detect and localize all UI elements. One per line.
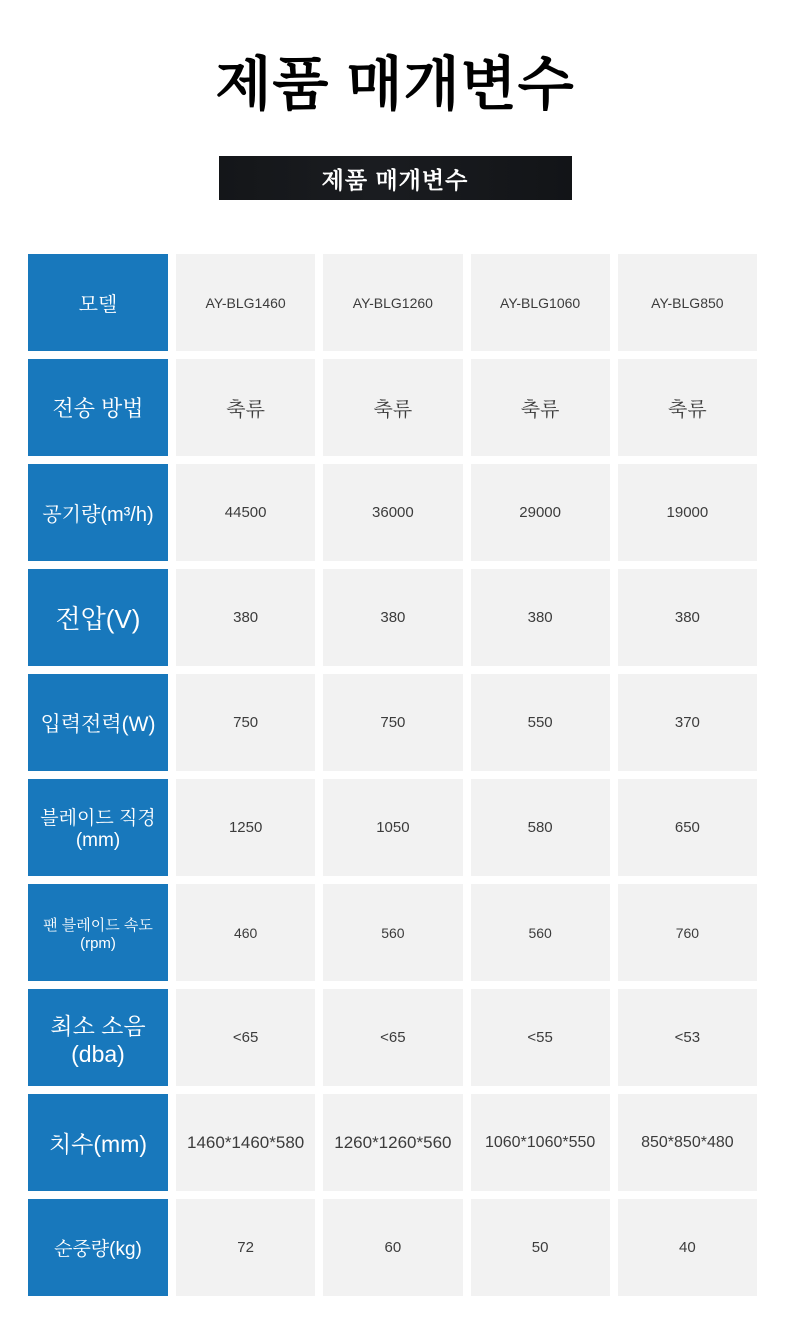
cell-net-weight-col1: 72 (176, 1199, 315, 1296)
cell-net-weight-col4: 40 (618, 1199, 757, 1296)
cell-blade-diameter-col1: 1250 (176, 779, 315, 876)
cell-min-noise-col3: <55 (471, 989, 610, 1086)
cell-model-col1: AY-BLG1460 (176, 254, 315, 351)
cell-transmission-col2: 축류 (323, 359, 462, 456)
cell-fan-blade-speed-col3: 560 (471, 884, 610, 981)
cell-input-power-col2: 750 (323, 674, 462, 771)
cell-transmission-col3: 축류 (471, 359, 610, 456)
cell-transmission-col1: 축류 (176, 359, 315, 456)
row-label-fan-blade-speed: 팬 블레이드 속도(rpm) (28, 884, 168, 981)
cell-model-col2: AY-BLG1260 (323, 254, 462, 351)
cell-input-power-col1: 750 (176, 674, 315, 771)
cell-min-noise-col4: <53 (618, 989, 757, 1086)
row-label-air-volume: 공기량(m³/h) (28, 464, 168, 561)
cell-fan-blade-speed-col4: 760 (618, 884, 757, 981)
cell-air-volume-col4: 19000 (618, 464, 757, 561)
row-label-transmission: 전송 방법 (28, 359, 168, 456)
cell-min-noise-col2: <65 (323, 989, 462, 1086)
cell-air-volume-col1: 44500 (176, 464, 315, 561)
cell-dimensions-col3: 1060*1060*550 (471, 1094, 610, 1191)
page-title: 제품 매개변수 (215, 52, 575, 117)
cell-model-col4: AY-BLG850 (618, 254, 757, 351)
cell-input-power-col4: 370 (618, 674, 757, 771)
cell-blade-diameter-col4: 650 (618, 779, 757, 876)
section-banner (219, 156, 572, 200)
cell-dimensions-col4: 850*850*480 (618, 1094, 757, 1191)
cell-voltage-col2: 380 (323, 569, 462, 666)
cell-voltage-col4: 380 (618, 569, 757, 666)
spec-table (28, 254, 757, 1296)
cell-fan-blade-speed-col2: 560 (323, 884, 462, 981)
row-label-net-weight: 순중량(kg) (28, 1199, 168, 1296)
cell-fan-blade-speed-col1: 460 (176, 884, 315, 981)
product-parameters-page (0, 50, 790, 1325)
cell-air-volume-col2: 36000 (323, 464, 462, 561)
cell-dimensions-col2: 1260*1260*560 (323, 1094, 462, 1191)
cell-min-noise-col1: <65 (176, 989, 315, 1086)
row-label-model: 모델 (28, 254, 168, 351)
cell-net-weight-col2: 60 (323, 1199, 462, 1296)
cell-dimensions-col1: 1460*1460*580 (176, 1094, 315, 1191)
row-label-min-noise: 최소 소음(dba) (28, 989, 168, 1086)
cell-transmission-col4: 축류 (618, 359, 757, 456)
cell-blade-diameter-col3: 580 (471, 779, 610, 876)
row-label-dimensions: 치수(mm) (28, 1094, 168, 1191)
row-label-input-power: 입력전력(W) (28, 674, 168, 771)
cell-voltage-col1: 380 (176, 569, 315, 666)
row-label-blade-diameter: 블레이드 직경(mm) (28, 779, 168, 876)
cell-net-weight-col3: 50 (471, 1199, 610, 1296)
section-banner-label: 제품 매개변수 (321, 166, 469, 193)
cell-input-power-col3: 550 (471, 674, 610, 771)
cell-air-volume-col3: 29000 (471, 464, 610, 561)
cell-blade-diameter-col2: 1050 (323, 779, 462, 876)
cell-voltage-col3: 380 (471, 569, 610, 666)
cell-model-col3: AY-BLG1060 (471, 254, 610, 351)
row-label-voltage: 전압(V) (28, 569, 168, 666)
